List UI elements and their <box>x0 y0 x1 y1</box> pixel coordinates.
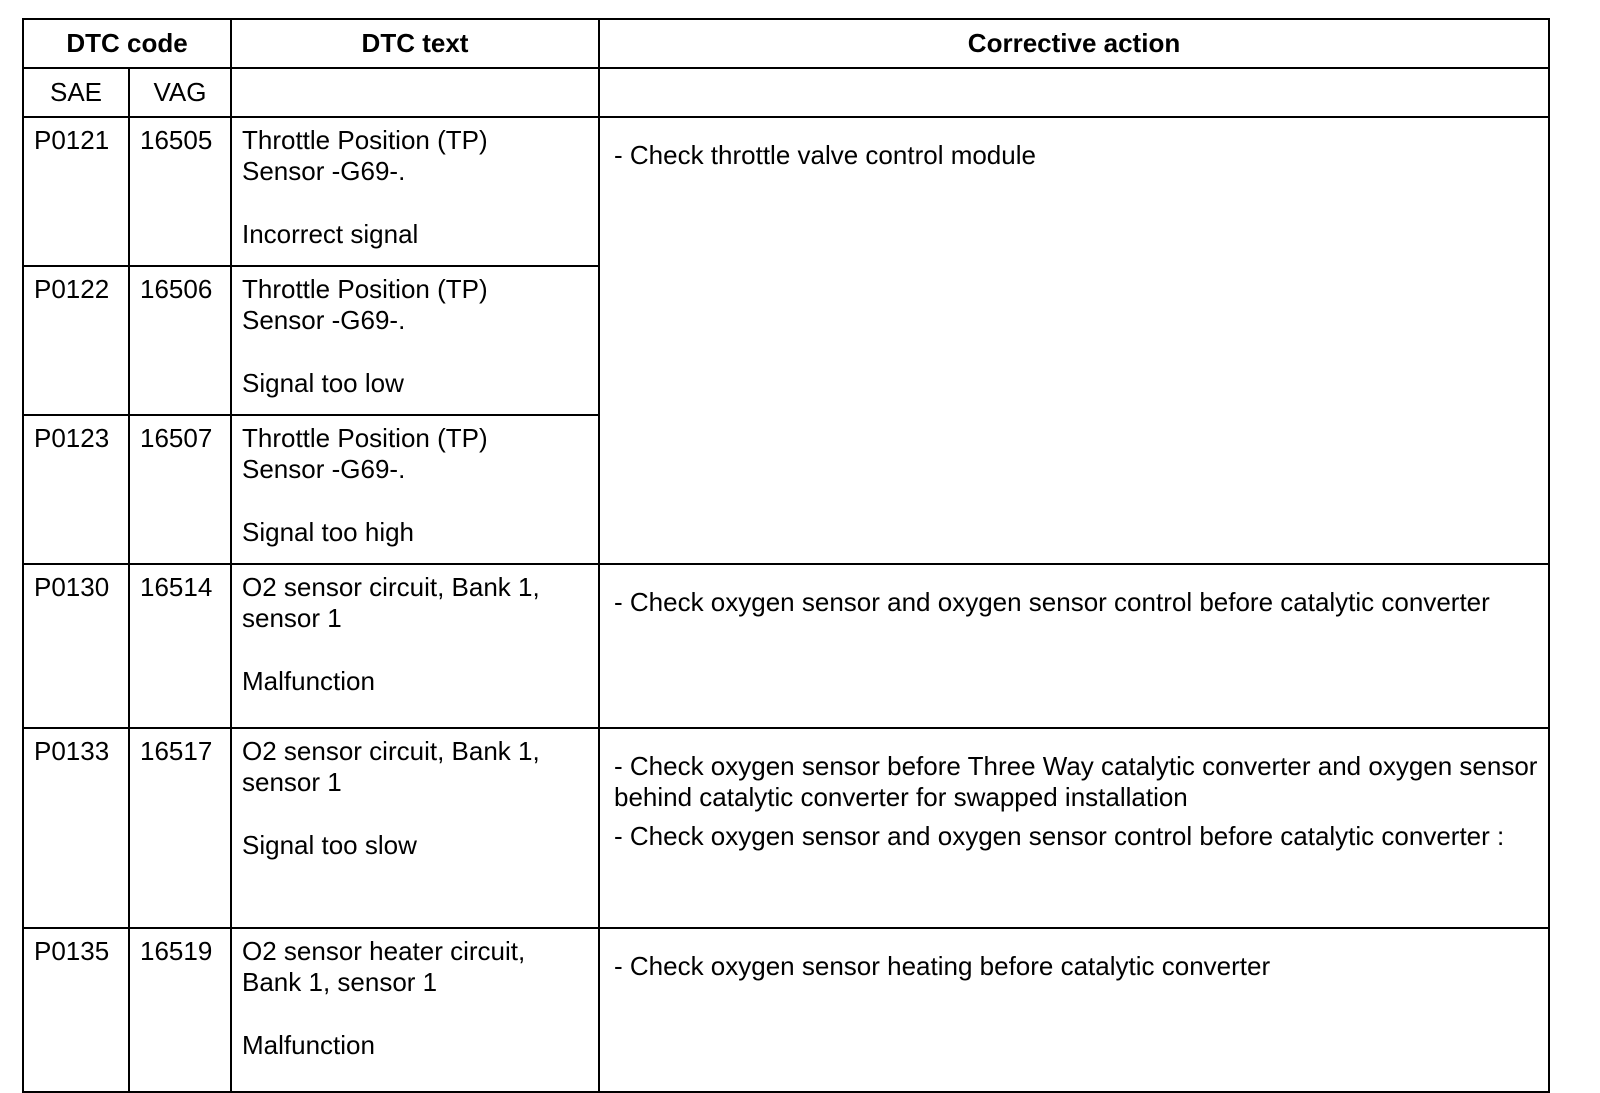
dtc-status: Malfunction <box>242 666 375 696</box>
dtc-text-line: Sensor -G69-. <box>242 156 406 186</box>
corrective-action-cell <box>599 728 1549 928</box>
subheader-row <box>23 68 1549 117</box>
dtc-text-cell <box>231 564 599 728</box>
dtc-text-line: O2 sensor circuit, Bank 1, <box>242 736 540 766</box>
table-row <box>23 564 1549 728</box>
action-text: - Check oxygen sensor before Three Way catalytic converter and oxygen sensor behind catalytic converter for swapped installation <box>614 751 1538 812</box>
subheader-sae: SAE <box>23 68 129 117</box>
table-row <box>23 728 1549 928</box>
dtc-text-line: Throttle Position (TP) <box>242 125 488 155</box>
action-text: - Check oxygen sensor and oxygen sensor control before catalytic converter : <box>614 821 1505 851</box>
sae-code: P0130 <box>23 564 129 728</box>
sae-code: P0135 <box>23 928 129 1092</box>
dtc-text-line: sensor 1 <box>242 767 342 797</box>
sae-code: P0122 <box>23 266 129 415</box>
vag-code: 16505 <box>129 117 231 266</box>
table-row <box>23 117 1549 266</box>
dtc-text-line: Sensor -G69-. <box>242 305 406 335</box>
header-dtc-text: DTC text <box>231 19 599 68</box>
dtc-text-cell <box>231 266 599 415</box>
sae-code: P0121 <box>23 117 129 266</box>
vag-code: 16507 <box>129 415 231 564</box>
vag-code: 16506 <box>129 266 231 415</box>
subheader-empty-text <box>231 68 599 117</box>
dtc-text-line: sensor 1 <box>242 603 342 633</box>
corrective-action-cell <box>599 117 1549 564</box>
dtc-text-line: Throttle Position (TP) <box>242 274 488 304</box>
corrective-action-cell <box>599 928 1549 1092</box>
vag-code: 16517 <box>129 728 231 928</box>
dtc-status: Incorrect signal <box>242 219 419 249</box>
table-row <box>23 928 1549 1092</box>
action-text: - Check oxygen sensor heating before catalytic converter <box>614 951 1271 981</box>
action-text: - Check oxygen sensor and oxygen sensor control before catalytic converter <box>614 587 1490 617</box>
dtc-status: Signal too low <box>242 368 404 398</box>
subheader-vag: VAG <box>129 68 231 117</box>
dtc-text-line: Sensor -G69-. <box>242 454 406 484</box>
dtc-text-line: Bank 1, sensor 1 <box>242 967 438 997</box>
dtc-text-line: O2 sensor heater circuit, <box>242 936 526 966</box>
vag-code: 16519 <box>129 928 231 1092</box>
dtc-status: Malfunction <box>242 1030 375 1060</box>
dtc-status: Signal too high <box>242 517 415 547</box>
dtc-text-cell <box>231 928 599 1092</box>
dtc-text-line: O2 sensor circuit, Bank 1, <box>242 572 540 602</box>
dtc-text-line: Throttle Position (TP) <box>242 423 488 453</box>
header-corrective-action: Corrective action <box>599 19 1549 68</box>
sae-code: P0133 <box>23 728 129 928</box>
dtc-text-cell <box>231 728 599 928</box>
dtc-status: Signal too slow <box>242 830 417 860</box>
vag-code: 16514 <box>129 564 231 728</box>
action-text: - Check throttle valve control module <box>614 140 1036 170</box>
dtc-text-cell <box>231 415 599 564</box>
header-row <box>23 19 1549 68</box>
dtc-table <box>22 18 1550 1093</box>
sae-code: P0123 <box>23 415 129 564</box>
corrective-action-cell <box>599 564 1549 728</box>
dtc-text-cell <box>231 117 599 266</box>
header-dtc-code: DTC code <box>23 19 231 68</box>
subheader-empty-action <box>599 68 1549 117</box>
